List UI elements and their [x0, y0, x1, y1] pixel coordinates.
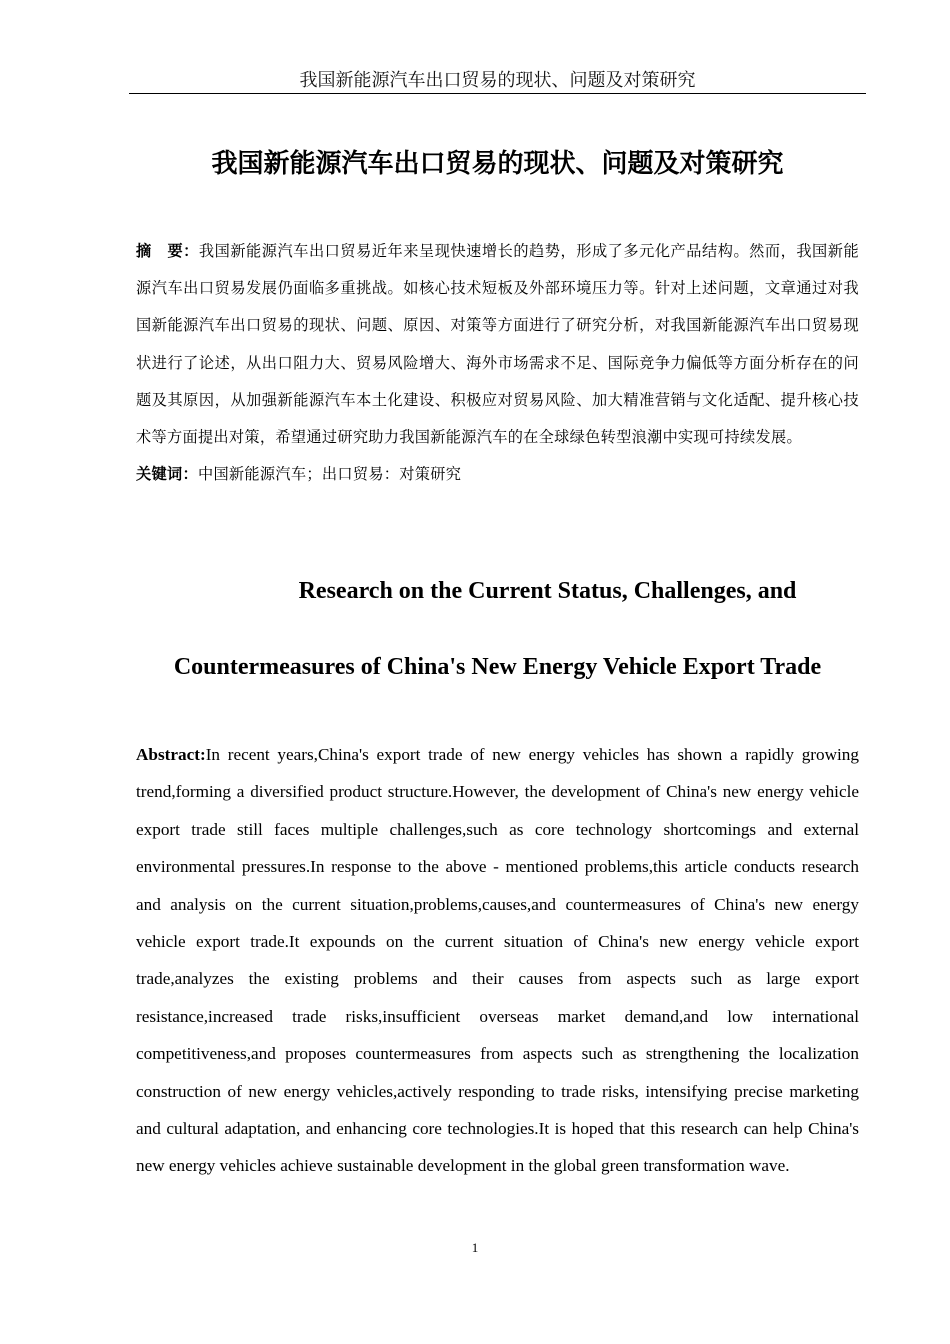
english-title-line-2: Countermeasures of China's New Energy Vehicle Export Trade	[173, 654, 822, 680]
english-abstract-label: Abstract:	[136, 745, 206, 764]
chinese-abstract	[136, 233, 859, 456]
running-header: 我国新能源汽车出口贸易的现状、问题及对策研究	[299, 70, 696, 91]
chinese-abstract-text: 我国新能源汽车出口贸易近年来呈现快速增长的趋势，形成了多元化产品结构。然而，我国新能源汽车出口贸易发展仍面临多重挑战。如核心技术短板及外部环境压力等。针对上述问题，文章通过对我国新能源汽车出口贸易的现状、问题、原因、对策等方面进行了研究分析，对我国新能源汽车出口贸易现状进行了论述，从出口阻力大、贸易风险增大、海外市场需求不足、国际竞争力偏低等方面分析存在的问题及其原因，从加强新能源汽车本土化建设、积极应对贸易风险、加大精准营销与文化适配、提升核心技术等方面提出对策，希望通过研究助力我国新能源汽车的在全球绿色转型浪潮中实现可持续发展。	[136, 242, 859, 447]
english-abstract-text: In recent years,China's export trade of new energy vehicles has shown a rapidly growing trend,forming a diversified product structure.However, the development of China's new energy vehicle export trade still faces multiple challenges,such as core technology shortcomings and external environmental pressures.In response to the above - mentioned problems,this article conducts research and analysis on the current situation,problems,causes,and countermeasures of China's new energy vehicle export trade.It expounds on the current situation of China's new energy vehicle export trade,analyzes the existing problems and their causes from aspects such as large export resistance,increased trade risks,insufficient overseas market demand,and low international competitiveness,and proposes countermeasures from aspects such as strengthening the localization construction of new energy vehicles,actively responding to trade risks, intensifying precise marketing and cultural adaptation, and enhancing core technologies.It is hoped that this research can help China's new energy vehicles achieve sustainable development in the global green transformation wave.	[136, 745, 859, 1176]
chinese-keywords	[136, 456, 859, 493]
chinese-title: 我国新能源汽车出口贸易的现状、问题及对策研究	[211, 149, 784, 179]
english-title-line-1: Research on the Current Status, Challenges, and	[298, 578, 797, 604]
english-abstract	[136, 736, 859, 1185]
page-number: 1	[471, 1240, 479, 1255]
chinese-abstract-label: 摘 要：	[136, 242, 199, 260]
chinese-abstract-section	[136, 233, 859, 493]
chinese-keywords-label: 关键词：	[136, 465, 198, 484]
header-rule	[129, 93, 866, 94]
chinese-keywords-text: 中国新能源汽车；出口贸易：对策研究	[197, 465, 462, 484]
